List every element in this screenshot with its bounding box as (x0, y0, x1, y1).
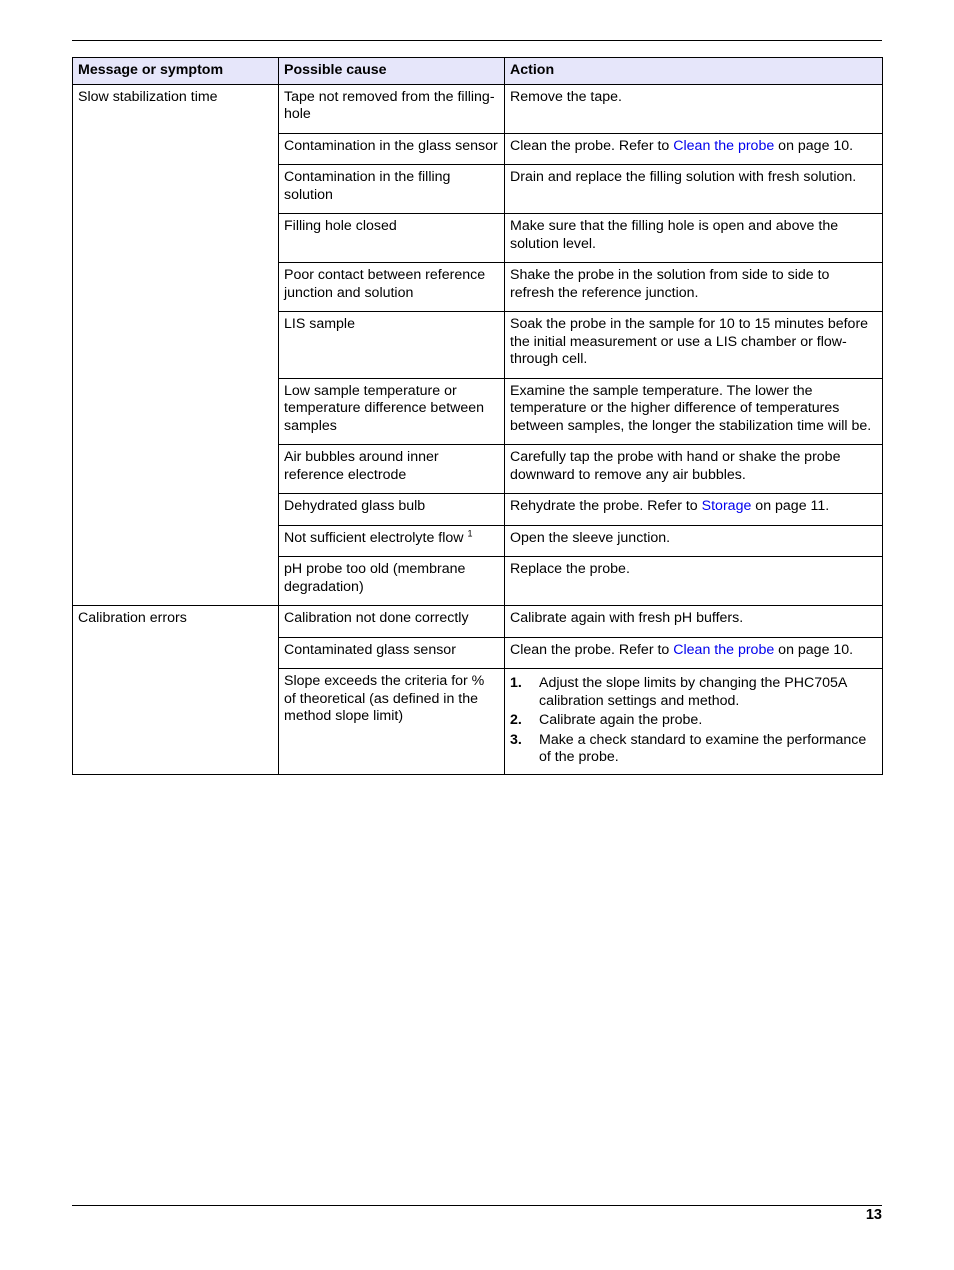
page-number: 13 (865, 1207, 882, 1223)
action-text: on page 10. (774, 641, 854, 658)
step-number: 3. (510, 731, 522, 748)
cause-cell: Tape not removed from the filling-hole (279, 84, 505, 133)
cause-cell: Calibration not done correctly (279, 606, 505, 638)
action-text: on page 11. (751, 498, 830, 514)
action-text: on page 10. (774, 137, 854, 154)
action-text: Rehydrate the probe. Refer to (510, 498, 702, 514)
action-cell: Examine the sample temperature. The lower the temperature or the higher difference of temperatures between samples, the longer the stabilization time will be. (505, 378, 883, 445)
troubleshooting-table (72, 57, 883, 775)
action-cell: Calibrate again with fresh pH buffers. (505, 606, 883, 638)
list-item (510, 732, 877, 767)
cause-cell: Poor contact between reference junction and solution (279, 263, 505, 312)
table-row (73, 84, 883, 133)
cause-cell: Low sample temperature or temperature difference between samples (279, 378, 505, 445)
cause-cell: Dehydrated glass bulb (279, 494, 505, 526)
step-text: Calibrate again the probe. (539, 712, 703, 728)
footer-rule (72, 1205, 882, 1206)
table-row (73, 606, 883, 638)
action-cell: Open the sleeve junction. (505, 525, 883, 557)
cause-cell: pH probe too old (membrane degradation) (279, 557, 505, 606)
action-cell: Make sure that the filling hole is open and above the solution level. (505, 214, 883, 263)
clean-probe-link[interactable]: Clean the probe (673, 641, 775, 658)
action-cell: Soak the probe in the sample for 10 to 15 minutes before the initial measurement or use a LIS chamber or flow-through cell. (505, 312, 883, 379)
cause-cell: Air bubbles around inner reference electrode (279, 445, 505, 494)
action-cell (505, 669, 883, 775)
action-steps-list (510, 675, 877, 767)
header-rule (72, 40, 882, 41)
step-text: Adjust the slope limits by changing the PHC705A calibration settings and method. (539, 675, 847, 709)
step-text: Make a check standard to examine the performance of the probe. (539, 731, 867, 765)
step-number: 2. (510, 712, 522, 728)
cause-cell: Filling hole closed (279, 214, 505, 263)
column-header-symptom: Message or symptom (73, 58, 279, 85)
cause-text: Not sufficient electrolyte flow (284, 529, 468, 546)
cause-cell (279, 525, 505, 557)
list-item (510, 675, 877, 710)
column-header-action: Action (505, 58, 883, 85)
action-cell: Replace the probe. (505, 557, 883, 606)
cause-cell: Contamination in the glass sensor (279, 133, 505, 165)
symptom-cell: Slow stabilization time (73, 84, 279, 606)
action-cell (505, 133, 883, 165)
step-number: 1. (510, 675, 522, 691)
action-cell: Shake the probe in the solution from side to side to refresh the reference junction. (505, 263, 883, 312)
cause-cell: Slope exceeds the criteria for % of theoretical (as defined in the method slope limit) (279, 669, 505, 775)
action-cell (505, 637, 883, 669)
cause-cell: LIS sample (279, 312, 505, 379)
footnote-marker: 1 (467, 527, 473, 538)
action-cell: Remove the tape. (505, 84, 883, 133)
column-header-cause: Possible cause (279, 58, 505, 85)
list-item (510, 712, 877, 730)
cause-cell: Contaminated glass sensor (279, 637, 505, 669)
action-text: Clean the probe. Refer to (510, 641, 674, 658)
table-header-row (73, 58, 883, 85)
action-cell: Drain and replace the filling solution with fresh solution. (505, 165, 883, 214)
cause-cell: Contamination in the filling solution (279, 165, 505, 214)
action-cell (505, 494, 883, 526)
symptom-cell: Calibration errors (73, 606, 279, 775)
clean-probe-link[interactable]: Clean the probe (673, 137, 775, 154)
action-cell: Carefully tap the probe with hand or shake the probe downward to remove any air bubbles. (505, 445, 883, 494)
storage-link[interactable]: Storage (701, 498, 752, 514)
action-text: Clean the probe. Refer to (510, 137, 674, 154)
